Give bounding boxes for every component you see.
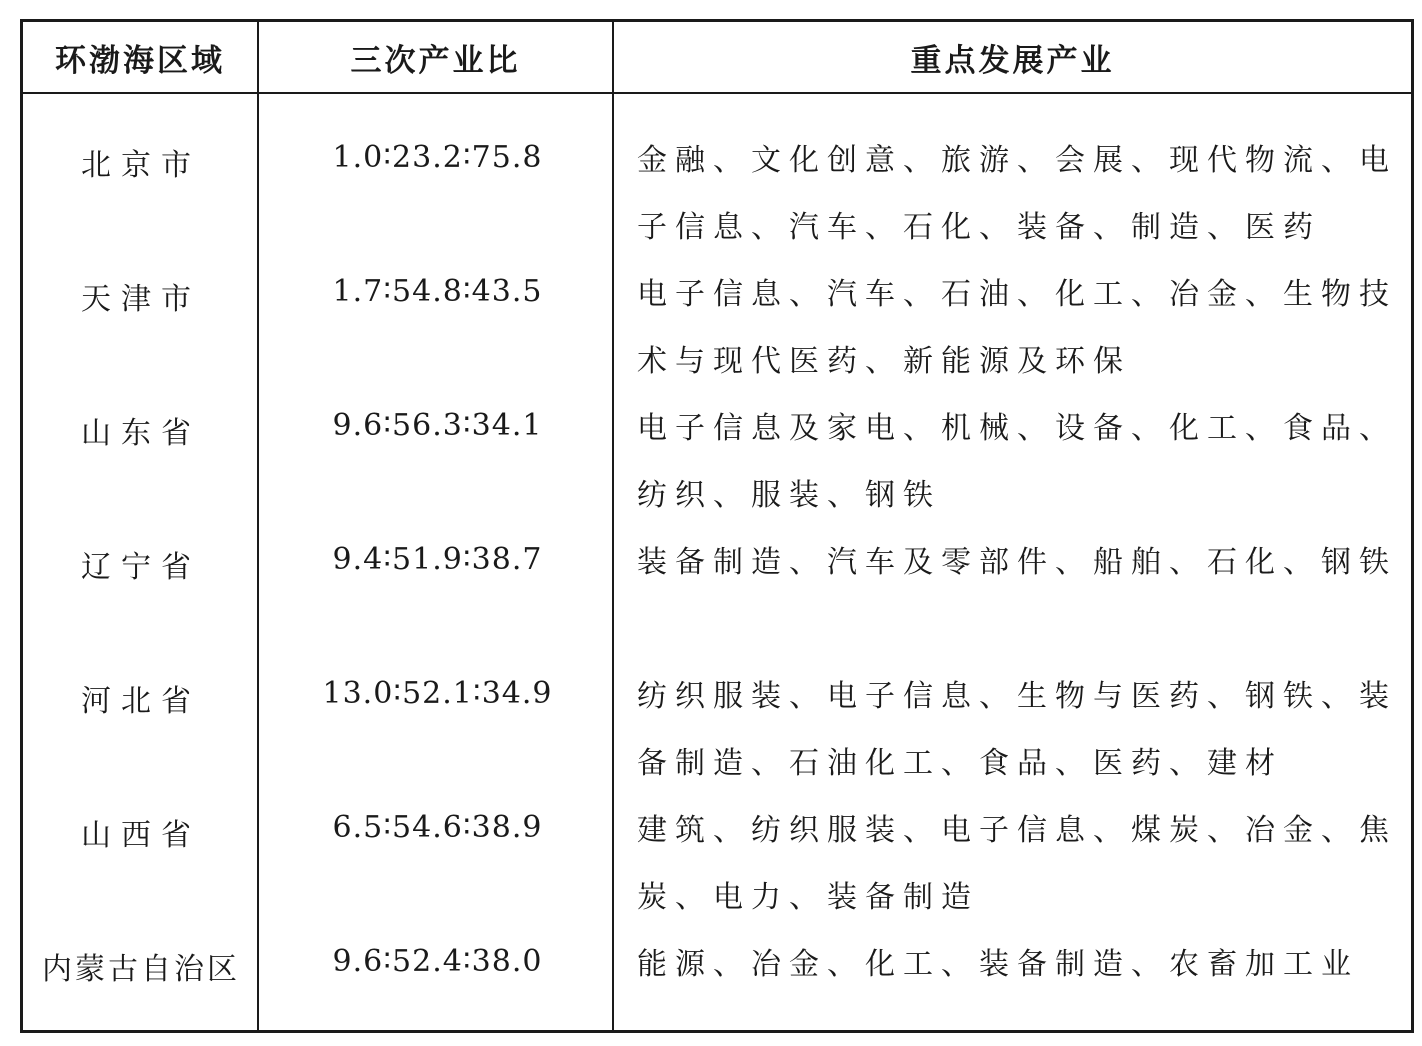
industry-line: 术与现代医药、新能源及环保 [637, 344, 1131, 379]
row-ratio: 9.6∶52.4∶38.0 [332, 944, 543, 979]
industry-line: 建筑、纺织服装、电子信息、煤炭、冶金、焦 [637, 813, 1397, 848]
row-region: 天津市 [81, 282, 201, 317]
row-region: 河北省 [81, 684, 201, 719]
row-ratio: 9.4∶51.9∶38.7 [332, 542, 543, 577]
row-region: 山东省 [81, 416, 201, 451]
industry-line: 金融、文化创意、旅游、会展、现代物流、电 [637, 143, 1397, 178]
row-region: 辽宁省 [81, 550, 201, 585]
industry-line: 能源、冶金、化工、装备制造、农畜加工业 [637, 947, 1359, 982]
header-divider [23, 92, 1411, 94]
industry-line: 装备制造、汽车及零部件、船舶、石化、钢铁 [637, 545, 1397, 580]
industry-line: 纺织服装、电子信息、生物与医药、钢铁、装 [637, 679, 1397, 714]
industry-line: 纺织、服装、钢铁 [637, 478, 941, 513]
row-industry [637, 261, 1403, 395]
row-region: 内蒙古自治区 [42, 952, 240, 987]
row-industry [637, 663, 1403, 797]
row-region: 北京市 [81, 148, 201, 183]
row-ratio: 1.7∶54.8∶43.5 [332, 274, 543, 309]
industry-line: 备制造、石油化工、食品、医药、建材 [637, 746, 1283, 781]
header-ratio: 三次产业比 [350, 42, 521, 79]
industry-line: 炭、电力、装备制造 [637, 880, 979, 915]
row-industry [637, 931, 1403, 998]
industry-table [20, 19, 1414, 1033]
row-ratio: 9.6∶56.3∶34.1 [332, 408, 543, 443]
header-industry: 重点发展产业 [910, 42, 1115, 79]
row-industry [637, 797, 1403, 931]
row-industry [637, 529, 1403, 596]
row-ratio: 6.5∶54.6∶38.9 [332, 810, 543, 845]
row-industry [637, 395, 1403, 529]
row-ratio: 1.0∶23.2∶75.8 [332, 140, 543, 175]
row-ratio: 13.0∶52.1∶34.9 [322, 676, 553, 711]
header-region: 环渤海区域 [55, 42, 225, 79]
row-region: 山西省 [81, 818, 201, 853]
row-industry [637, 127, 1403, 261]
industry-line: 电子信息及家电、机械、设备、化工、食品、 [637, 411, 1397, 446]
industry-line: 子信息、汽车、石化、装备、制造、医药 [637, 210, 1321, 245]
industry-line: 电子信息、汽车、石油、化工、冶金、生物技 [637, 277, 1397, 312]
